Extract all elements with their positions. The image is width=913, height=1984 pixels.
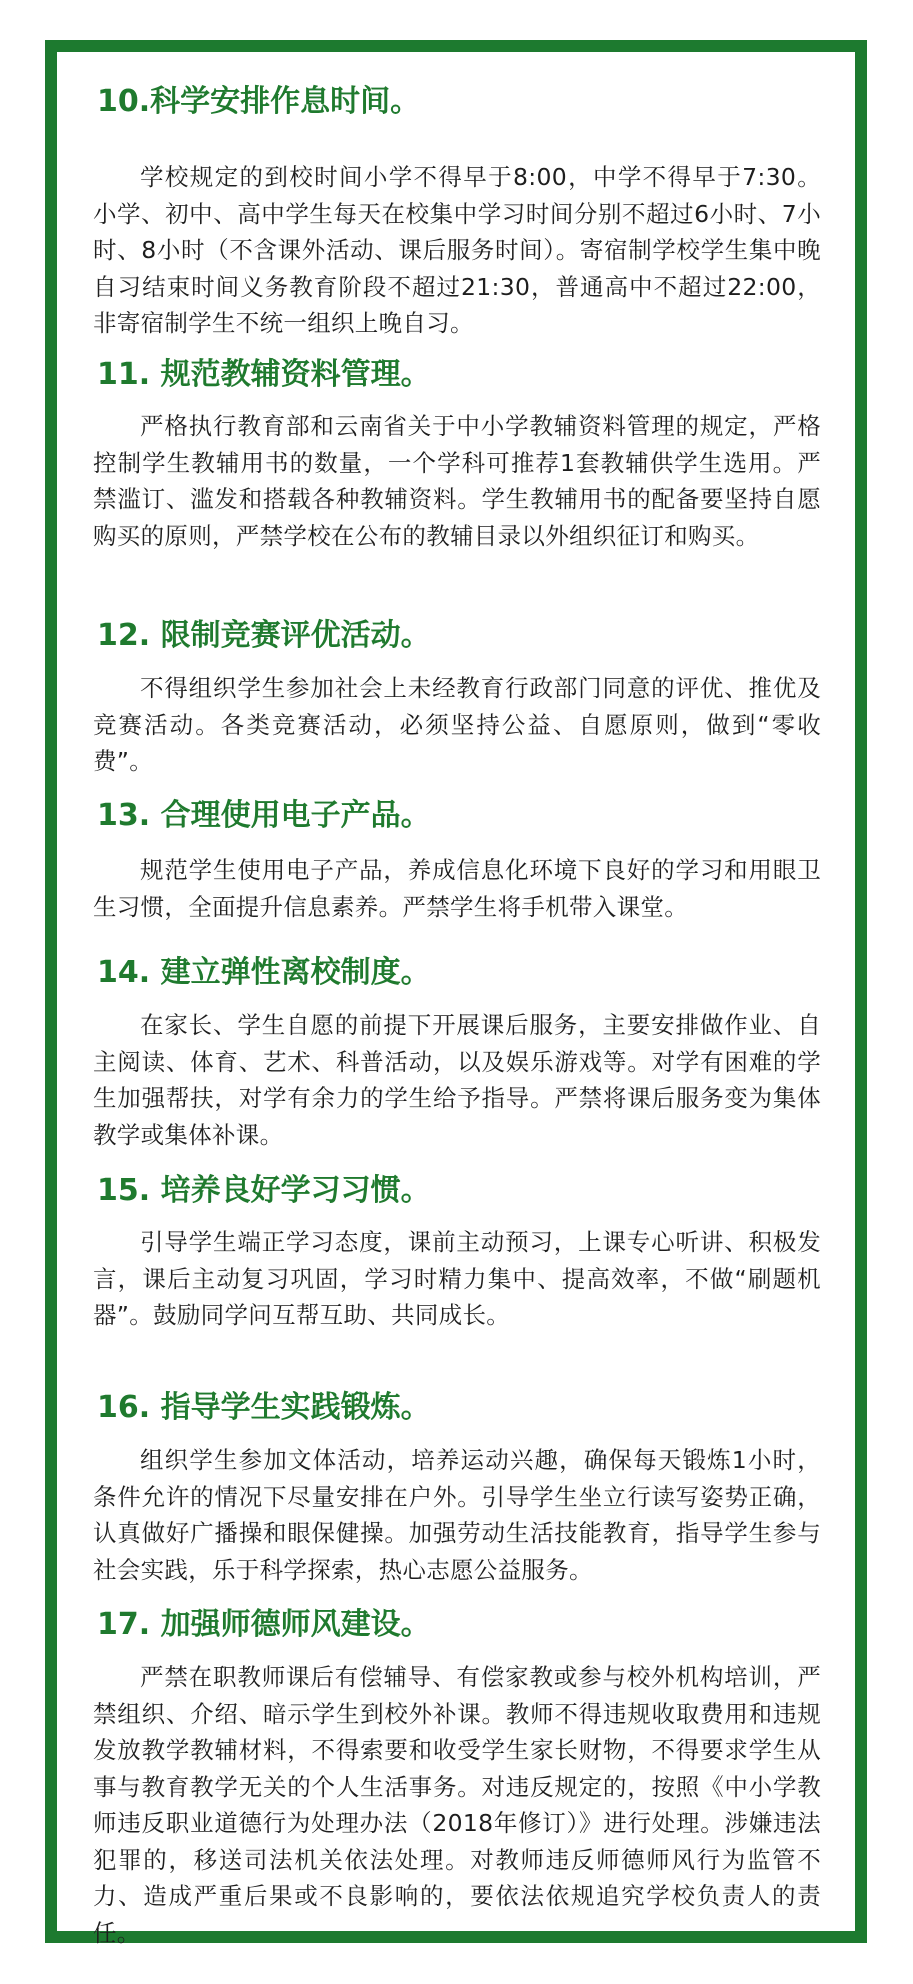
section-heading: 15. 培养良好学习习惯。 (97, 1173, 431, 1208)
section-heading: 14. 建立弹性离校制度。 (97, 955, 431, 990)
section-heading: 17. 加强师德师风建设。 (97, 1607, 431, 1642)
section-heading: 16. 指导学生实践锻炼。 (97, 1390, 431, 1425)
section-heading: 12. 限制竞赛评优活动。 (97, 618, 431, 653)
section-heading: 13. 合理使用电子产品。 (97, 798, 431, 833)
green-border-frame (45, 40, 867, 1947)
section-heading: 10.科学安排作息时间。 (97, 84, 421, 119)
section-body: 引导学生端正学习态度，课前主动预习，上课专心听讲、积极发言，课后主动复习巩固，学习时精力集中、提高效率，不做“刷题机器”。鼓励同学问互帮互助、共同成长。 (93, 1228, 821, 1329)
section-body: 组织学生参加文体活动，培养运动兴趣，确保每天锻炼1小时，条件允许的情况下尽量安排在户外。引导学生坐立行读写姿势正确，认真做好广播操和眼保健操。加强劳动生活技能教育，指导学生参与社会实践，乐于科学探索，热心志愿公益服务。 (93, 1446, 821, 1584)
section-body: 严禁在职教师课后有偿辅导、有偿家教或参与校外机构培训，严禁组织、介绍、暗示学生到校外补课。教师不得违规收取费用和违规发放教学教辅材料，不得索要和收受学生家长财物，不得要求学生从事与教育教学无关的个人生活事务。对违反规定的，按照《中小学教师违反职业道德行为处理办法（2018年修订）》进行处理。涉嫌违法犯罪的，移送司法机关依法处理。对教师违反师德师风行为监管不力、造成严重后果或不良影响的，要依法依规追究学校负责人的责任。 (93, 1663, 821, 1947)
section-heading: 11. 规范教辅资料管理。 (97, 357, 431, 392)
section-body: 严格执行教育部和云南省关于中小学教辅资料管理的规定，严格控制学生教辅用书的数量，一个学科可推荐1套教辅供学生选用。严禁滥订、滥发和搭载各种教辅资料。学生教辅用书的配备要坚持自愿购买的原则，严禁学校在公布的教辅目录以外组织征订和购买。 (93, 412, 821, 550)
section-body: 规范学生使用电子产品，养成信息化环境下良好的学习和用眼卫生习惯，全面提升信息素养。严禁学生将手机带入课堂。 (93, 856, 821, 921)
section-body: 学校规定的到校时间小学不得早于8:00，中学不得早于7:30。 小学、初中、高中学生每天在校集中学习时间分别不超过6小时、7小时、8小时（不含课外活动、课后服务时间）。寄宿制学校学生集中晚自习结束时间义务教育阶段不超过21:30，普通高中不超过22:00，非寄宿制学生不统一组织上晚自习。 (93, 163, 821, 337)
section-body: 在家长、学生自愿的前提下开展课后服务，主要安排做作业、自主阅读、体育、艺术、科普活动，以及娱乐游戏等。对学有困难的学生加强帮扶，对学有余力的学生给予指导。严禁将课后服务变为集体教学或集体补课。 (93, 1011, 821, 1149)
section-body: 不得组织学生参加社会上未经教育行政部门同意的评优、推优及竞赛活动。各类竞赛活动，必须坚持公益、自愿原则，做到“零收费”。 (93, 674, 821, 775)
